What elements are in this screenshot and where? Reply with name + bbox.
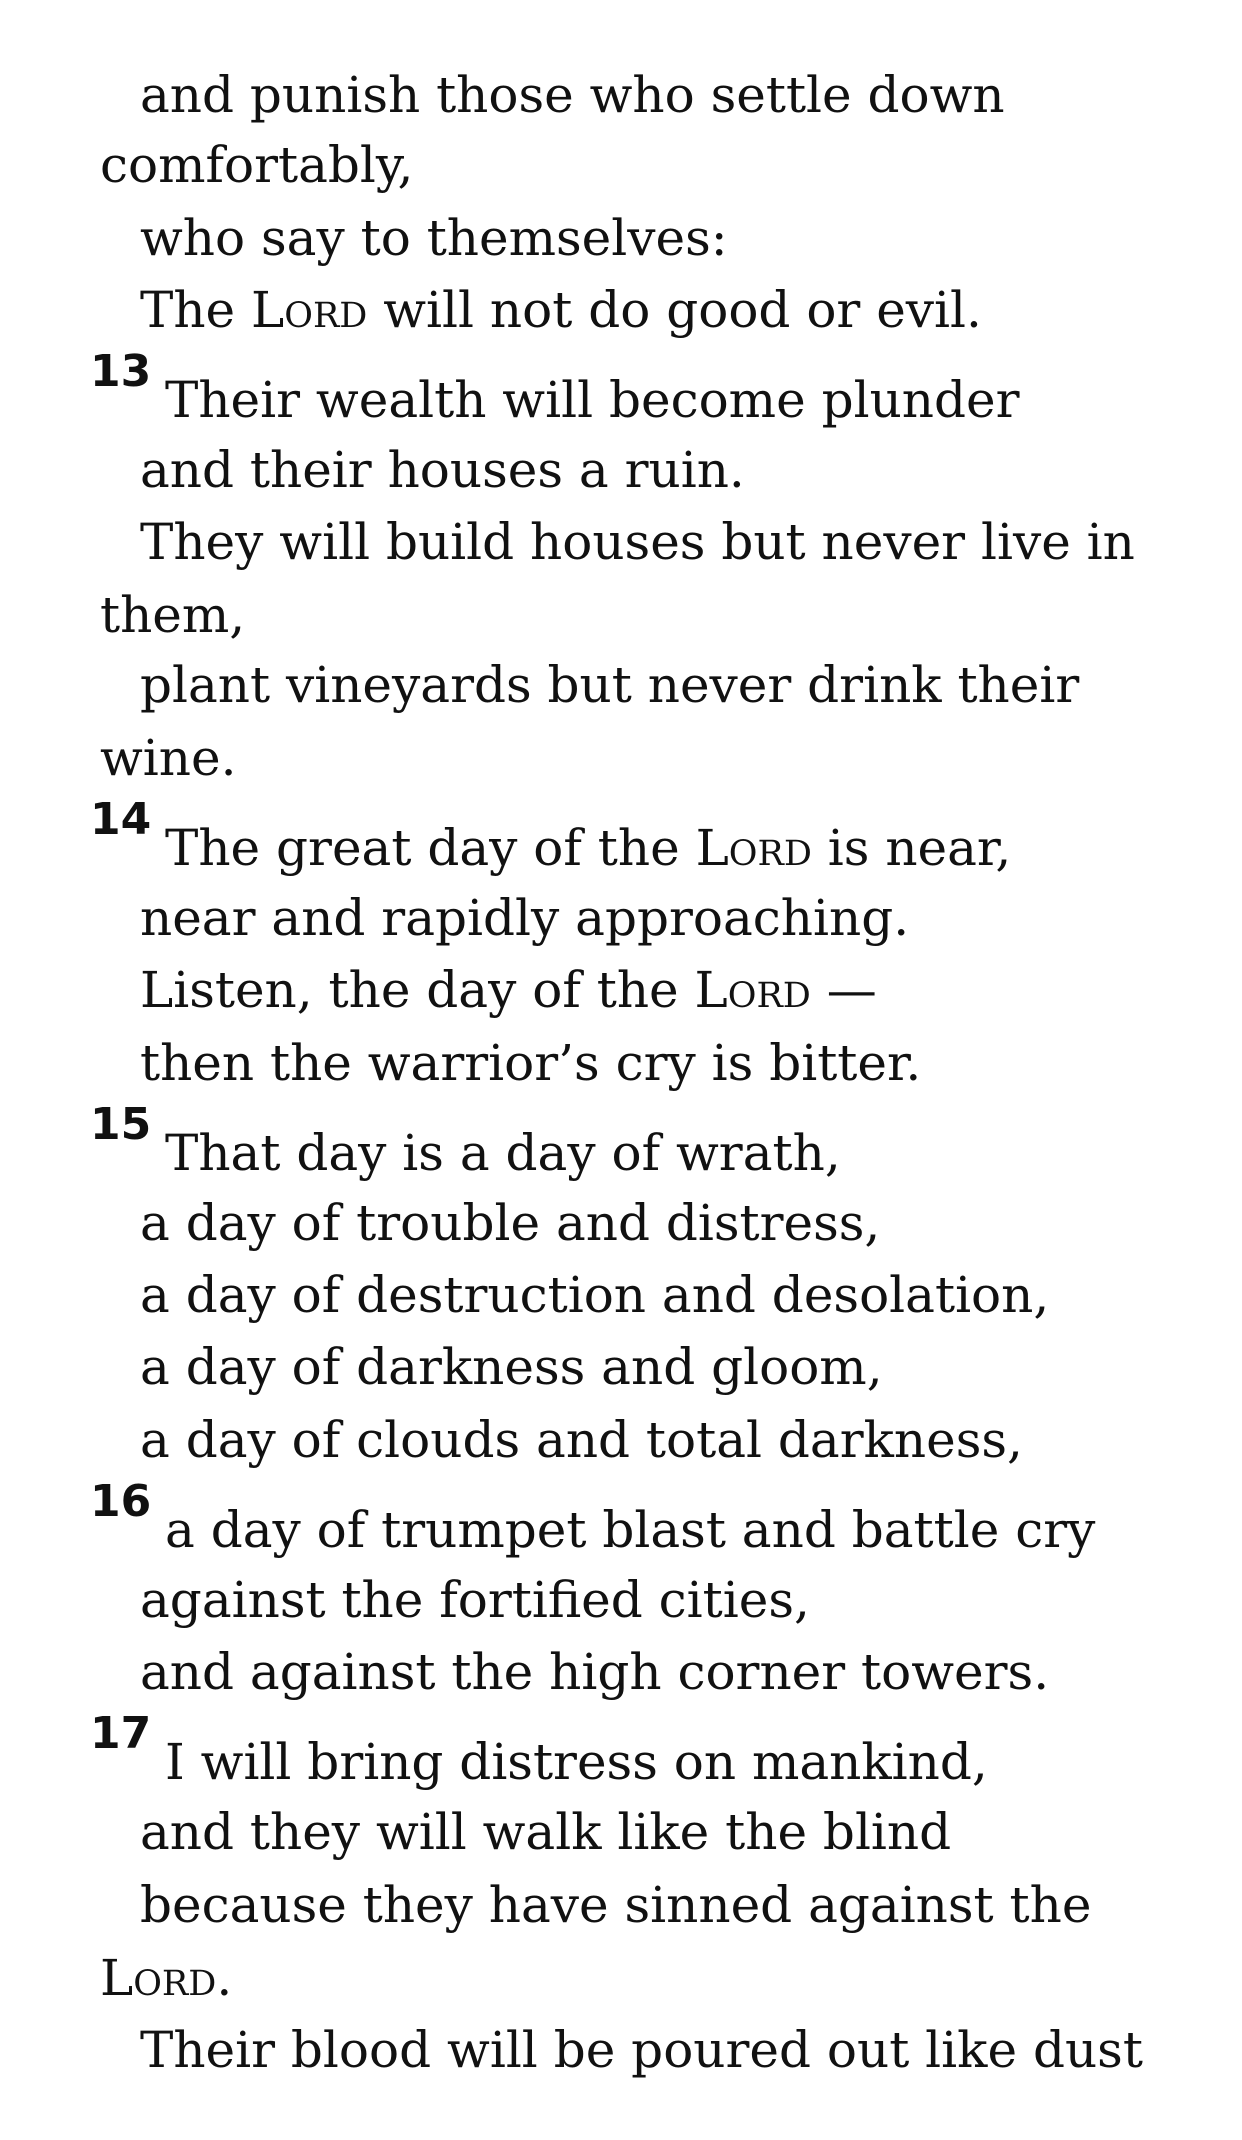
line-text: a day of trouble and distress,	[140, 1194, 881, 1252]
line-text-pre: The	[140, 281, 252, 339]
line-text: and they will walk like the blind	[140, 1803, 952, 1861]
line-text-post: will not do good or evil.	[367, 281, 982, 339]
text-line	[140, 1875, 1091, 1935]
text-line	[140, 1642, 1049, 1702]
divine-name: Lord	[100, 1949, 217, 2007]
line-text: because they have sinned against the	[140, 1876, 1092, 1934]
verse-number: 17	[90, 1708, 152, 1759]
line-text-post: .	[216, 1949, 233, 2007]
line-text: then the warrior’s cry is bitter.	[140, 1034, 922, 1092]
line-text: and against the high corner towers.	[140, 1643, 1050, 1701]
text-line	[140, 1193, 880, 1253]
text-line	[140, 2020, 1143, 2080]
line-text: wine.	[100, 729, 237, 787]
text-line	[140, 1570, 810, 1630]
line-text: against the fortified cities,	[140, 1571, 810, 1629]
line-text: near and rapidly approaching.	[140, 889, 910, 947]
verse-number: 15	[90, 1099, 152, 1150]
line-text: a day of darkness and gloom,	[140, 1338, 883, 1396]
text-line	[140, 888, 909, 948]
text-line	[140, 1337, 883, 1397]
text-line	[100, 1948, 232, 2008]
verse-number: 16	[90, 1476, 152, 1527]
text-line	[140, 512, 1135, 572]
text-line	[140, 1033, 921, 1093]
verse-text: That day is a day of wrath,	[165, 1124, 841, 1182]
text-line	[140, 208, 728, 268]
line-text-post: —	[810, 961, 877, 1019]
text-line	[140, 280, 982, 340]
verse-text: I will bring distress on mankind,	[165, 1733, 988, 1791]
line-text: and their houses a ruin.	[140, 441, 745, 499]
verse-text	[165, 818, 1011, 878]
text-line	[140, 1410, 1023, 1470]
line-text: plant vineyards but never drink their	[140, 656, 1080, 714]
verse-text: a day of trumpet blast and battle cry	[165, 1501, 1096, 1559]
line-text: them,	[100, 586, 246, 644]
divine-name: Lord	[251, 281, 368, 339]
text-line	[140, 960, 877, 1020]
line-text-post: is near,	[811, 819, 1012, 877]
line-text: who say to themselves:	[140, 209, 728, 267]
text-line	[100, 135, 413, 195]
divine-name: Lord	[695, 819, 812, 877]
line-text: a day of destruction and desolation,	[140, 1266, 1050, 1324]
line-text-pre: The great day of the	[165, 819, 696, 877]
verse-number: 13	[90, 346, 152, 397]
line-text: a day of clouds and total darkness,	[140, 1411, 1023, 1469]
verse-number: 14	[90, 794, 152, 845]
text-line	[100, 585, 245, 645]
verse-text: Their wealth will become plunder	[165, 371, 1020, 429]
text-line	[140, 440, 745, 500]
text-line	[100, 728, 236, 788]
text-line	[140, 655, 1079, 715]
line-text: Their blood will be poured out like dust	[140, 2021, 1143, 2079]
line-text: They will build houses but never live in	[140, 513, 1135, 571]
text-line	[140, 1802, 951, 1862]
divine-name: Lord	[694, 961, 811, 1019]
line-text-pre: Listen, the day of the	[140, 961, 695, 1019]
text-line	[140, 65, 1005, 125]
text-line	[140, 1265, 1049, 1325]
line-text: and punish those who settle down	[140, 66, 1005, 124]
line-text: comfortably,	[100, 136, 414, 194]
